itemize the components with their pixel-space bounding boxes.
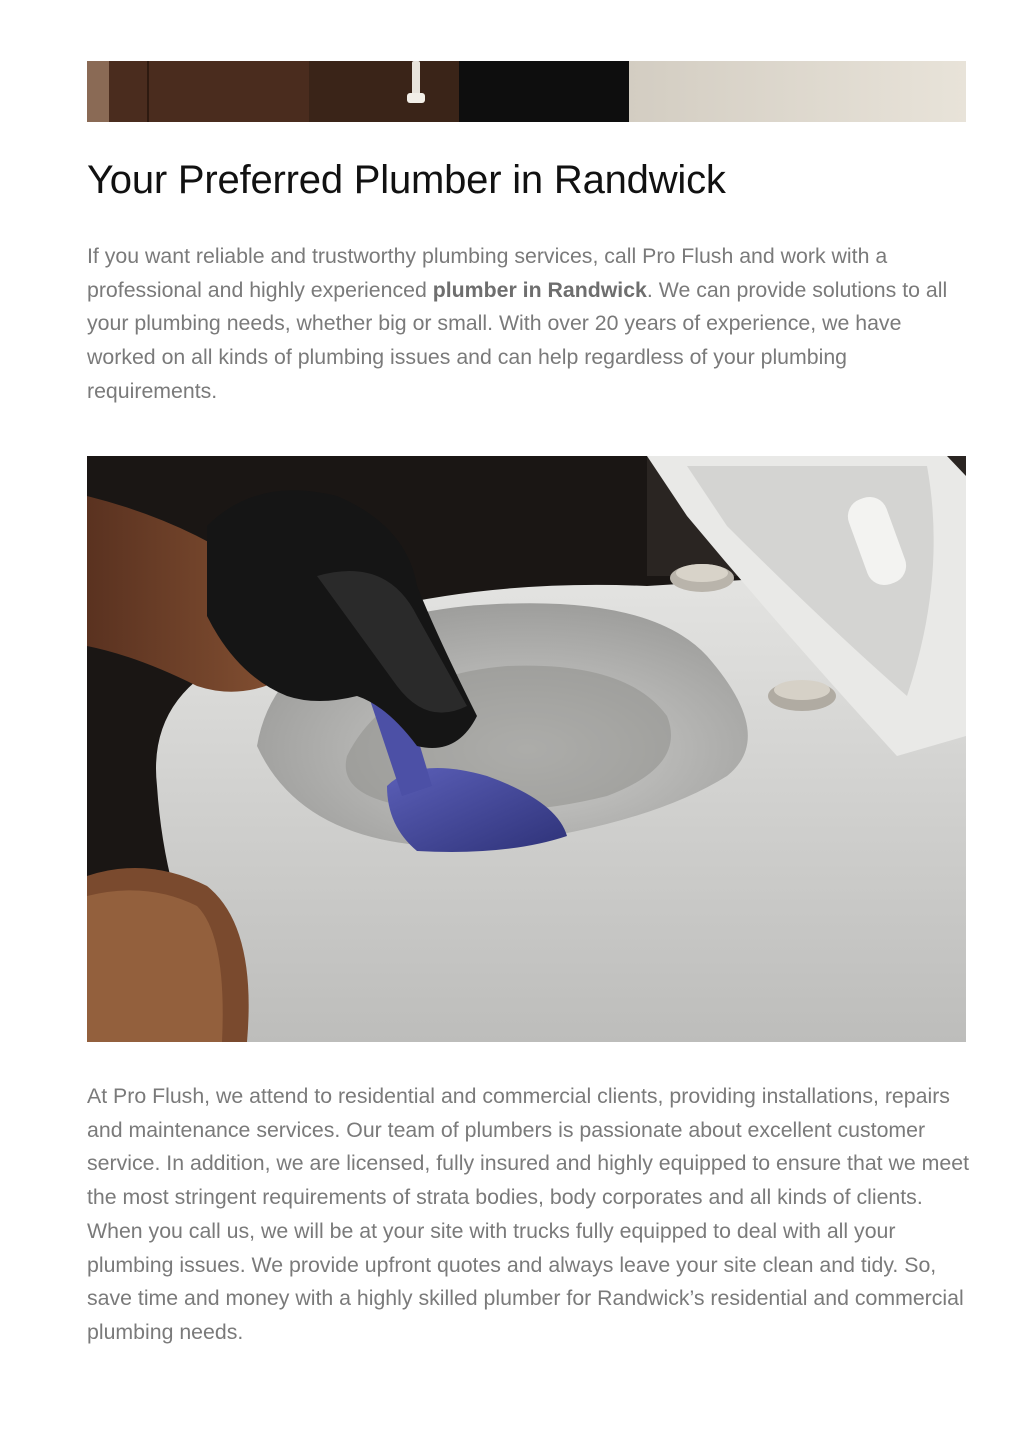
body-paragraph: At Pro Flush, we attend to residential and commercial clients, providing installations, repairs and maintenance services. Our team of plumbers is passionate about excellent customer service. In addition, we are licensed, fully insured and highly equipped to ensure that we meet the most stringent requirements of strata bodies, body corporates and all kinds of clients. When you call us, we will be at your site with trucks fully equipped to deal with all your plumbing issues. We provide upfront quotes and always leave your site clean and tidy. So, save time and money with a highly skilled plumber for Randwick’s residential and commercial plumbing needs. bbox=[87, 1084, 969, 1344]
intro-text-end: . We can provide solutions to all your plumbing needs, whether big or small. With over 20 years of experience, we have worked on all kinds of plumbing issues and can help regardless of your plumbing requirements. bbox=[87, 277, 948, 403]
intro-paragraph bbox=[87, 240, 969, 409]
plumber-toilet-photo bbox=[87, 456, 966, 1042]
top-photo-strip bbox=[87, 61, 966, 122]
intro-keyword: plumber in Randwick bbox=[432, 277, 647, 302]
page-title: Your Preferred Plumber in Randwick bbox=[87, 158, 726, 202]
intro-text-start: If you want reliable and trustworthy plumbing services, call Pro Flush and work with a professional and highly experienced bbox=[87, 244, 888, 302]
